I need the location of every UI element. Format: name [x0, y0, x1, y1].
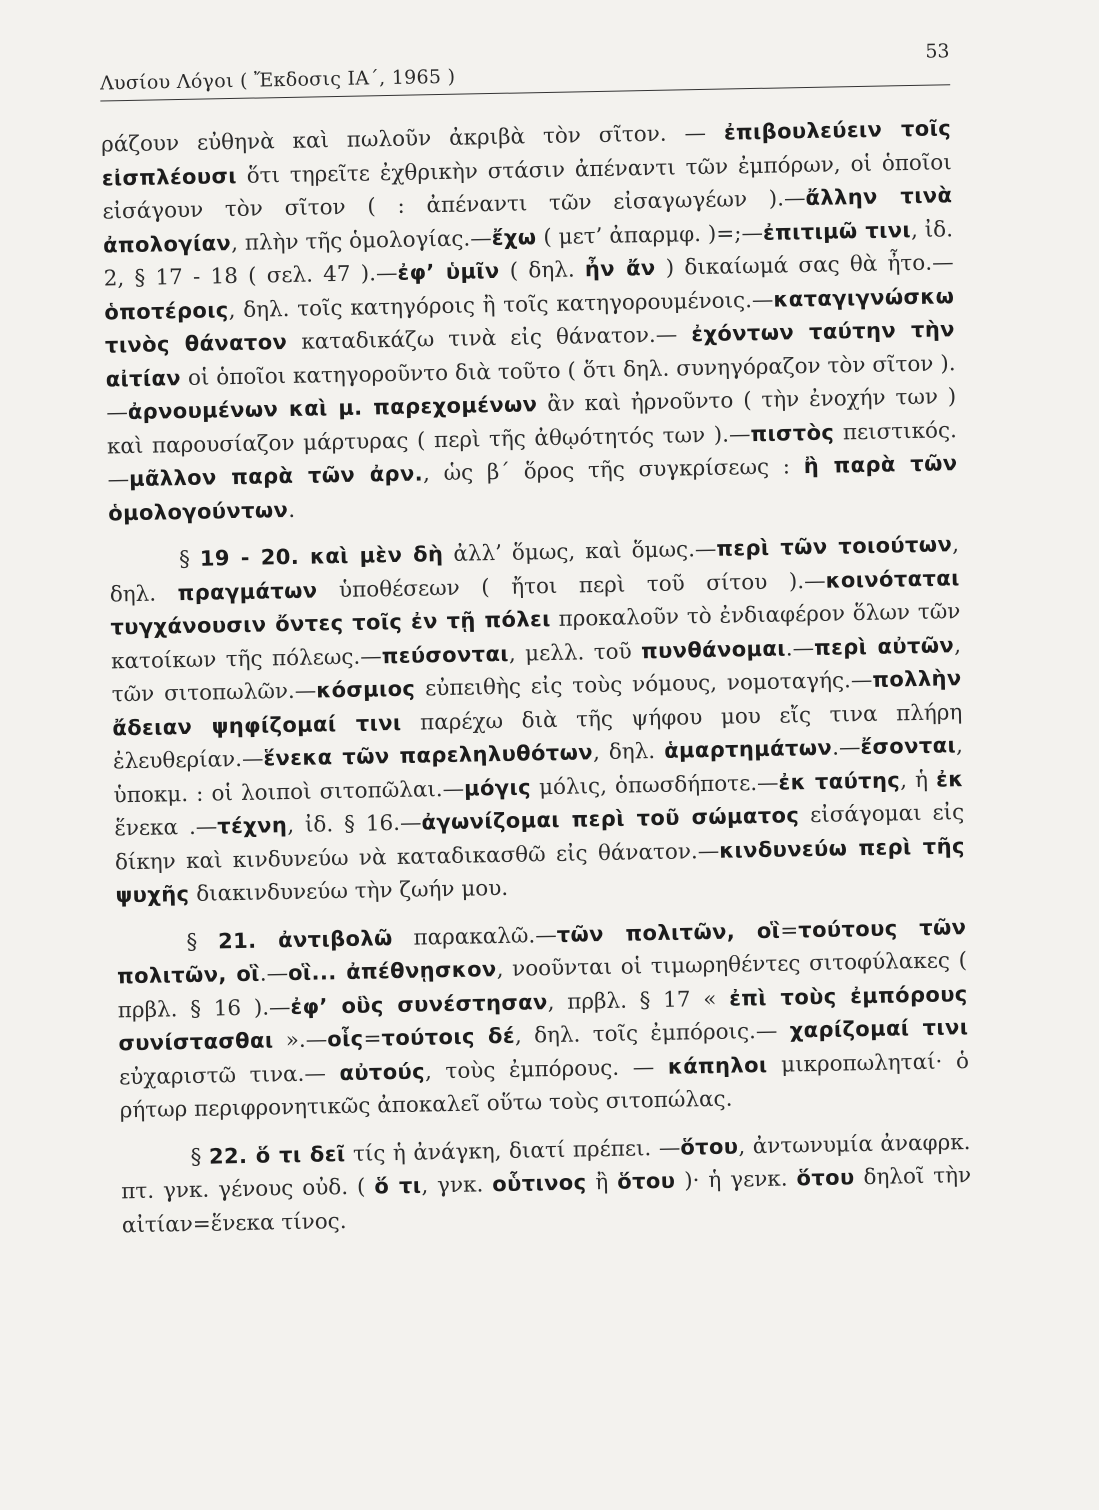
gloss: , δηλ. — [592, 738, 665, 766]
lemma: περὶ αὐτῶν — [813, 632, 955, 660]
gloss: )· ἡ γενκ. — [675, 1166, 797, 1194]
paragraph-1 — [109, 528, 966, 913]
gloss: , πλὴν τῆς ὁμολογίας.— — [230, 225, 492, 256]
gloss: εἰσάγομαι εἰς δίκην καὶ κινδυνεύω νὰ καταδικασθῶ εἰς θάνατον.— — [114, 800, 965, 875]
lemma: ἦν ἄν — [584, 255, 656, 282]
gloss: , ἰδ. 2, § 17 - 18 ( σελ. 47 ).— — [103, 216, 954, 292]
lemma: ἕνεκα τῶν παρεληλυθότων — [263, 740, 594, 771]
gloss: δηλοῖ τὴν αἰτίαν=ἕνεκα τίνος. — [121, 1163, 972, 1238]
page-number: 53 — [925, 40, 950, 63]
gloss: , ὑποκμ. : οἱ λοιποὶ σιτοπῶλαι.— — [113, 733, 964, 808]
gloss: ἢ — [586, 1169, 618, 1196]
gloss: , τῶν σιτοπωλῶν.— — [111, 632, 962, 708]
lemma: ὅ τι — [374, 1173, 422, 1199]
lemma: ὅτου — [617, 1168, 676, 1194]
lemma: 21. ἀντιβολῶ — [217, 925, 393, 953]
lemma: οὗτινος — [492, 1170, 587, 1197]
gloss: § — [178, 546, 201, 573]
gloss: διακινδυνεύω τὴν ζωήν μου. — [189, 875, 509, 907]
lemma: ἀγωνίζομαι περὶ τοῦ σώματος — [421, 803, 800, 835]
gloss: , ἀντωνυμία ἀναφρκ. πτ. γνκ. γένους οὐδ. ( — [121, 1129, 971, 1205]
gloss: προκαλοῦν τὸ ἐνδιαφέρον ὅλων τῶν κατοίκων τῆς πόλεως.— — [110, 599, 961, 674]
gloss: πειστικός.— — [107, 417, 958, 493]
lemma: χαρίζομαί τινι — [789, 1015, 969, 1043]
gloss: , δηλ. — [109, 532, 960, 607]
gloss: ὑποθέσεων ( ἤτοι περὶ τοῦ σίτου ).— — [317, 568, 826, 603]
gloss: § — [186, 928, 219, 955]
paragraph-3 — [120, 1126, 972, 1243]
lemma: πυνθάνομαι — [640, 635, 787, 663]
gloss: εὐχαριστῶ τινα.— — [118, 1060, 340, 1090]
gloss: , δηλ. τοῖς κατηγόροις ἢ τοῖς κατηγορουμένοις.— — [228, 287, 774, 323]
gloss: .— — [259, 961, 289, 987]
commentary-text — [101, 112, 972, 1242]
lemma: ἔσονται — [860, 733, 957, 760]
lemma: κοινόταται τυγχάνουσιν ὄντες τοῖς ἐν τῇ πόλει — [110, 565, 960, 640]
gloss: τίς ἡ ἀνάγκη, διατί πρέπει. — — [345, 1135, 681, 1167]
lemma: κάπηλοι — [667, 1052, 768, 1079]
lemma: πεύσονται — [381, 641, 510, 668]
gloss: ἀλλ’ ὅμως, καὶ ὅμως.— — [443, 536, 717, 568]
lemma: τούτοις δέ — [381, 1023, 516, 1051]
gloss: , τοὺς ἐμπόρους. — — [424, 1054, 669, 1084]
lemma: 19 - 20. καὶ μὲν δὴ — [199, 542, 444, 571]
lemma: ὅτου — [680, 1133, 739, 1160]
gloss: . — [287, 497, 296, 523]
lemma: πραγμάτων — [177, 577, 318, 605]
gloss: .— — [785, 635, 815, 661]
gloss: = — [780, 917, 799, 944]
gloss: , μελλ. τοῦ — [508, 638, 642, 667]
lemma: περὶ τῶν τοιούτων — [716, 532, 953, 561]
lemma: τούτους τῶν πολιτῶν, οἳ — [116, 914, 967, 989]
lemma: ἐκ ταύτης — [778, 767, 901, 795]
gloss: .— — [831, 735, 861, 761]
lemma: 22. ὅ τι δεῖ — [208, 1141, 346, 1169]
lemma: πολλὴν ἄδειαν ψηφίζομαί τινι — [112, 666, 962, 740]
gloss: , ἰδ. § 16.— — [286, 810, 422, 839]
gloss: παρέχω διὰ τῆς ψήφου μου εἴς τινα πλήρη ἐλευθερίαν.— — [112, 699, 963, 775]
gloss: παρακαλῶ.— — [392, 922, 557, 951]
gloss: καταδικάζω τινὰ εἰς θάνατον.— — [287, 322, 692, 355]
gloss: ( δηλ. — [499, 257, 586, 284]
gloss: , πρβλ. § 17 « — [547, 986, 730, 1015]
lemma: οἷς — [327, 1026, 364, 1052]
gloss: , νοοῦνται οἱ τιμωρηθέντες σιτοφύλακες ( πρβλ. § 16 ).— — [117, 948, 968, 1023]
lemma: ἢ παρὰ τῶν ὁμολογούντων — [108, 451, 958, 525]
lemma: κόσμιος — [316, 676, 416, 703]
running-title: Λυσίου Λόγοι ( Ἔκδοσις ΙΑ΄, 1965 ) — [99, 65, 456, 95]
gloss: § — [190, 1144, 210, 1170]
lemma: ἔχω — [491, 224, 537, 250]
gloss: ἂν καὶ ἠρνοῦντο ( τὴν ἐνοχήν των ) καὶ παρουσίαζον μάρτυρας ( περὶ τῆς ἀθῳότητός των ).— — [106, 384, 957, 459]
running-header — [99, 40, 951, 100]
lemma: αὐτούς — [339, 1058, 426, 1085]
lemma: ἄλλην τινὰ ἀπολογίαν — [102, 183, 953, 258]
gloss: ( μετ’ ἀπαρμφ. )=;— — [536, 220, 764, 250]
lemma: ἐκ — [935, 766, 964, 792]
lemma: κινδυνεύω περὶ τῆς ψυχῆς — [115, 833, 966, 908]
gloss: οἱ ὁποῖοι κατηγοροῦντο διὰ τοῦτο ( ὅτι δηλ. συνηγόραζον τὸν σῖτον ).— — [106, 350, 956, 426]
lemma: οἳ... ἀπέθνῃσκον — [287, 957, 497, 986]
gloss: ».— — [273, 1027, 328, 1054]
lemma: ἐχόντων ταύτην τὴν αἰτίαν — [105, 317, 956, 391]
lemma: ἐπιτιμῶ τινι — [762, 217, 912, 245]
lemma: ὅτου — [796, 1165, 855, 1191]
gloss: ἕνεκα .— — [114, 814, 218, 842]
lemma: ἐφ’ ὑμῖν — [397, 258, 500, 285]
gloss: μόλις, ὁπωσδήποτε.— — [530, 770, 779, 800]
lemma: ἁμαρτημάτων — [663, 735, 833, 763]
lemma: ἐφ’ οὓς συνέστησαν — [290, 989, 548, 1019]
gloss: μικροπωληταί· ὁ ρήτωρ περιφρονητικῶς ἀποκαλεῖ οὕτω τοὺς σιτοπώλας. — [119, 1048, 970, 1124]
lemma: μόγις — [463, 774, 532, 801]
gloss: , γνκ. — [421, 1172, 493, 1199]
gloss: εὐπειθὴς εἰς τοὺς νόμους, νομοταγής.— — [415, 667, 873, 702]
gloss: , ὡς β΄ ὅρος τῆς συγκρίσεως : — [422, 454, 804, 487]
gloss: , δηλ. τοῖς ἐμπόροις.— — [514, 1018, 790, 1049]
paragraph-0 — [101, 112, 959, 530]
lemma: ἀρνουμένων καὶ μ. παρεχομένων — [127, 392, 538, 425]
lemma: τῶν πολιτῶν, οἳ — [556, 918, 781, 947]
gloss: , ἡ — [899, 767, 937, 793]
lemma: ἐπιβουλεύειν τοῖς εἰσπλέουσι — [101, 116, 952, 191]
lemma: τέχνη — [217, 813, 288, 839]
lemma: ὁποτέροις — [104, 297, 229, 324]
paragraph-2 — [116, 911, 970, 1128]
gloss: ράζουν εὐθηνὰ καὶ πωλοῦν ἀκριβὰ τὸν σῖτον. — — [100, 120, 725, 158]
lemma: μᾶλλον παρὰ τῶν ἀρν. — [128, 461, 424, 492]
gloss: = — [363, 1026, 382, 1052]
lemma: καταγιγνώσκω τινὸς θάνατον — [104, 283, 955, 358]
lemma: πιστὸς — [750, 420, 835, 446]
lemma: ἐπὶ τοὺς ἐμπόρους συνίστασθαι — [118, 981, 968, 1056]
gloss: ) δικαίωμά σας θὰ ἦτο.— — [655, 250, 954, 281]
gloss: ὅτι τηρεῖτε ἐχθρικὴν στάσιν ἀπέναντι τῶν ἐμπόρων, οἱ ὁποῖοι εἰσάγουν τὸν σῖτον ( : ἀπέναντι τῶν εἰσαγωγέων ).— — [102, 149, 952, 225]
